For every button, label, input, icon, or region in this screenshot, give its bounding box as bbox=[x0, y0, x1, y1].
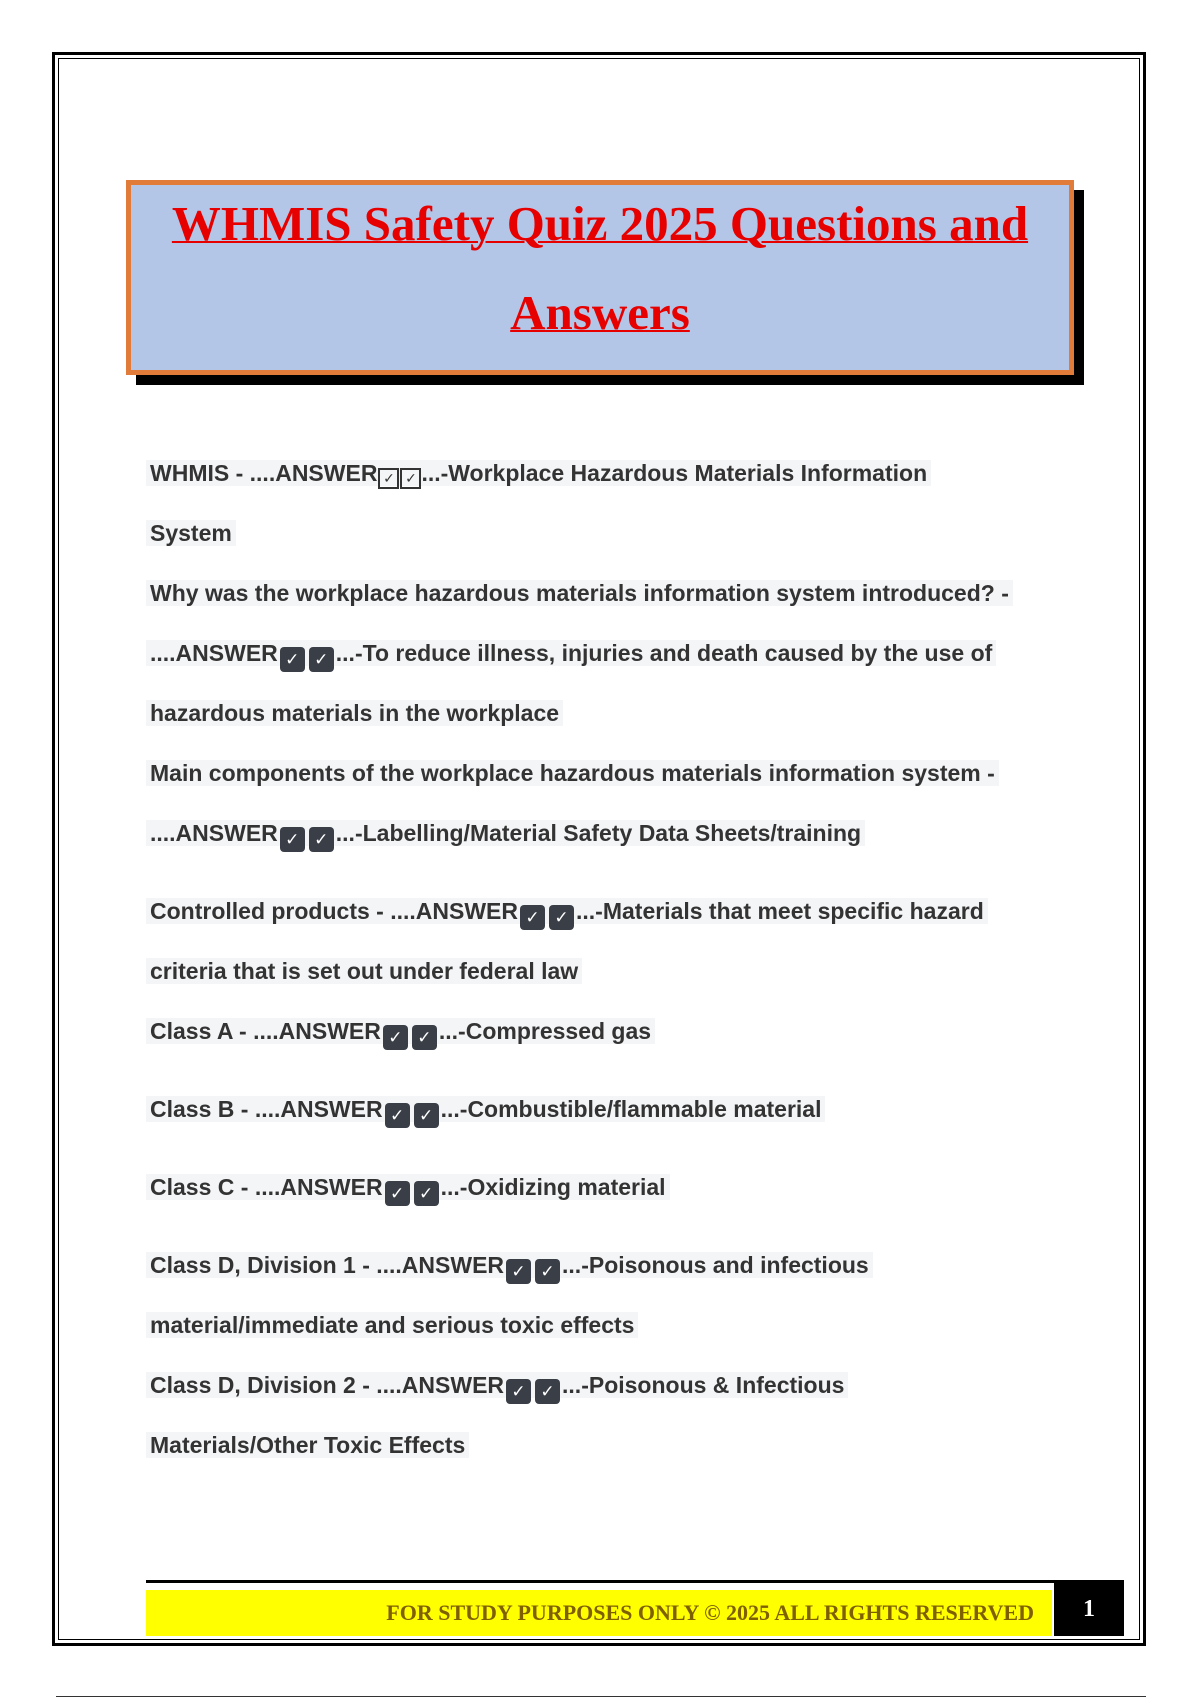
question-text: Class B - ....ANSWER bbox=[150, 1096, 383, 1122]
qa-line bbox=[146, 953, 1066, 1013]
qa-line bbox=[146, 893, 1066, 953]
answer-text: ...-Combustible/flammable material bbox=[440, 1096, 822, 1122]
answer-text: ...-To reduce illness, injuries and death caused by the use of bbox=[335, 640, 993, 666]
answer-text: Materials/Other Toxic Effects bbox=[146, 1432, 469, 1458]
checkbox-icon: ✓ bbox=[378, 468, 399, 489]
answer-text: ...-Workplace Hazardous Materials Information bbox=[421, 460, 928, 486]
qa-line bbox=[146, 1427, 1066, 1487]
check-icon: ✓ bbox=[280, 647, 305, 672]
check-icon: ✓ bbox=[280, 827, 305, 852]
answer-text: ...-Oxidizing material bbox=[440, 1174, 666, 1200]
check-icon: ✓ bbox=[549, 905, 574, 930]
answer-text: System bbox=[146, 520, 236, 546]
page-title-line-2: Answers bbox=[510, 285, 690, 340]
check-icon: ✓ bbox=[385, 1103, 410, 1128]
qa-line bbox=[146, 455, 1066, 515]
qa-line bbox=[146, 815, 1066, 875]
qa-line bbox=[146, 575, 1066, 635]
qa-entry bbox=[146, 1091, 1066, 1151]
qa-line bbox=[146, 1367, 1066, 1427]
check-icon: ✓ bbox=[309, 827, 334, 852]
answer-text: criteria that is set out under federal law bbox=[146, 958, 582, 984]
qa-line bbox=[146, 515, 1066, 575]
check-icon: ✓ bbox=[506, 1259, 531, 1284]
qa-line bbox=[146, 1247, 1066, 1307]
question-text: Class C - ....ANSWER bbox=[150, 1174, 383, 1200]
qa-line bbox=[146, 1169, 1066, 1229]
qa-entry bbox=[146, 575, 1066, 755]
question-text: Class D, Division 1 - ....ANSWER bbox=[150, 1252, 505, 1278]
question-text: Why was the workplace hazardous materials information system introduced? - bbox=[146, 580, 1013, 606]
answer-text: hazardous materials in the workplace bbox=[146, 700, 563, 726]
check-icon: ✓ bbox=[535, 1259, 560, 1284]
question-text: WHMIS - ....ANSWER bbox=[150, 460, 378, 486]
check-icon: ✓ bbox=[309, 647, 334, 672]
footer-notice: FOR STUDY PURPOSES ONLY © 2025 ALL RIGHTS RESERVED bbox=[146, 1590, 1052, 1636]
qa-entry bbox=[146, 455, 1066, 575]
check-icon: ✓ bbox=[412, 1025, 437, 1050]
answer-text: ...-Poisonous and infectious bbox=[562, 1252, 869, 1278]
qa-entry bbox=[146, 1013, 1066, 1073]
question-text: Class D, Division 2 - ....ANSWER bbox=[150, 1372, 505, 1398]
answer-prefix: ....ANSWER bbox=[150, 640, 278, 666]
answer-text: ...-Compressed gas bbox=[438, 1018, 652, 1044]
check-icon: ✓ bbox=[414, 1103, 439, 1128]
page-title-line-1: WHMIS Safety Quiz 2025 Questions and bbox=[171, 196, 1029, 251]
answer-text: ...-Poisonous & Infectious bbox=[562, 1372, 845, 1398]
answer-text: material/immediate and serious toxic effects bbox=[146, 1312, 638, 1338]
footer-rule bbox=[146, 1580, 1124, 1583]
qa-entry bbox=[146, 755, 1066, 875]
qa-line bbox=[146, 755, 1066, 815]
answer-text: ...-Materials that meet specific hazard bbox=[576, 898, 984, 924]
qa-line bbox=[146, 635, 1066, 695]
check-icon: ✓ bbox=[506, 1379, 531, 1404]
qa-list bbox=[146, 455, 1066, 1487]
qa-entry bbox=[146, 893, 1066, 1013]
question-text: Controlled products - ....ANSWER bbox=[150, 898, 518, 924]
check-icon: ✓ bbox=[414, 1181, 439, 1206]
qa-entry bbox=[146, 1247, 1066, 1367]
qa-entry bbox=[146, 1169, 1066, 1229]
page-number: 1 bbox=[1054, 1583, 1124, 1636]
qa-line bbox=[146, 1091, 1066, 1151]
title-box bbox=[126, 180, 1074, 375]
checkbox-icon: ✓ bbox=[400, 468, 421, 489]
question-text: Main components of the workplace hazardous materials information system - bbox=[146, 760, 999, 786]
qa-line bbox=[146, 1013, 1066, 1073]
check-icon: ✓ bbox=[520, 905, 545, 930]
qa-line bbox=[146, 695, 1066, 755]
question-text: Class A - ....ANSWER bbox=[150, 1018, 381, 1044]
qa-entry bbox=[146, 1367, 1066, 1487]
check-icon: ✓ bbox=[535, 1379, 560, 1404]
bottom-rule bbox=[56, 1696, 1146, 1697]
answer-prefix: ....ANSWER bbox=[150, 820, 278, 846]
answer-text: ...-Labelling/Material Safety Data Sheets/training bbox=[335, 820, 862, 846]
qa-line bbox=[146, 1307, 1066, 1367]
check-icon: ✓ bbox=[385, 1181, 410, 1206]
check-icon: ✓ bbox=[383, 1025, 408, 1050]
